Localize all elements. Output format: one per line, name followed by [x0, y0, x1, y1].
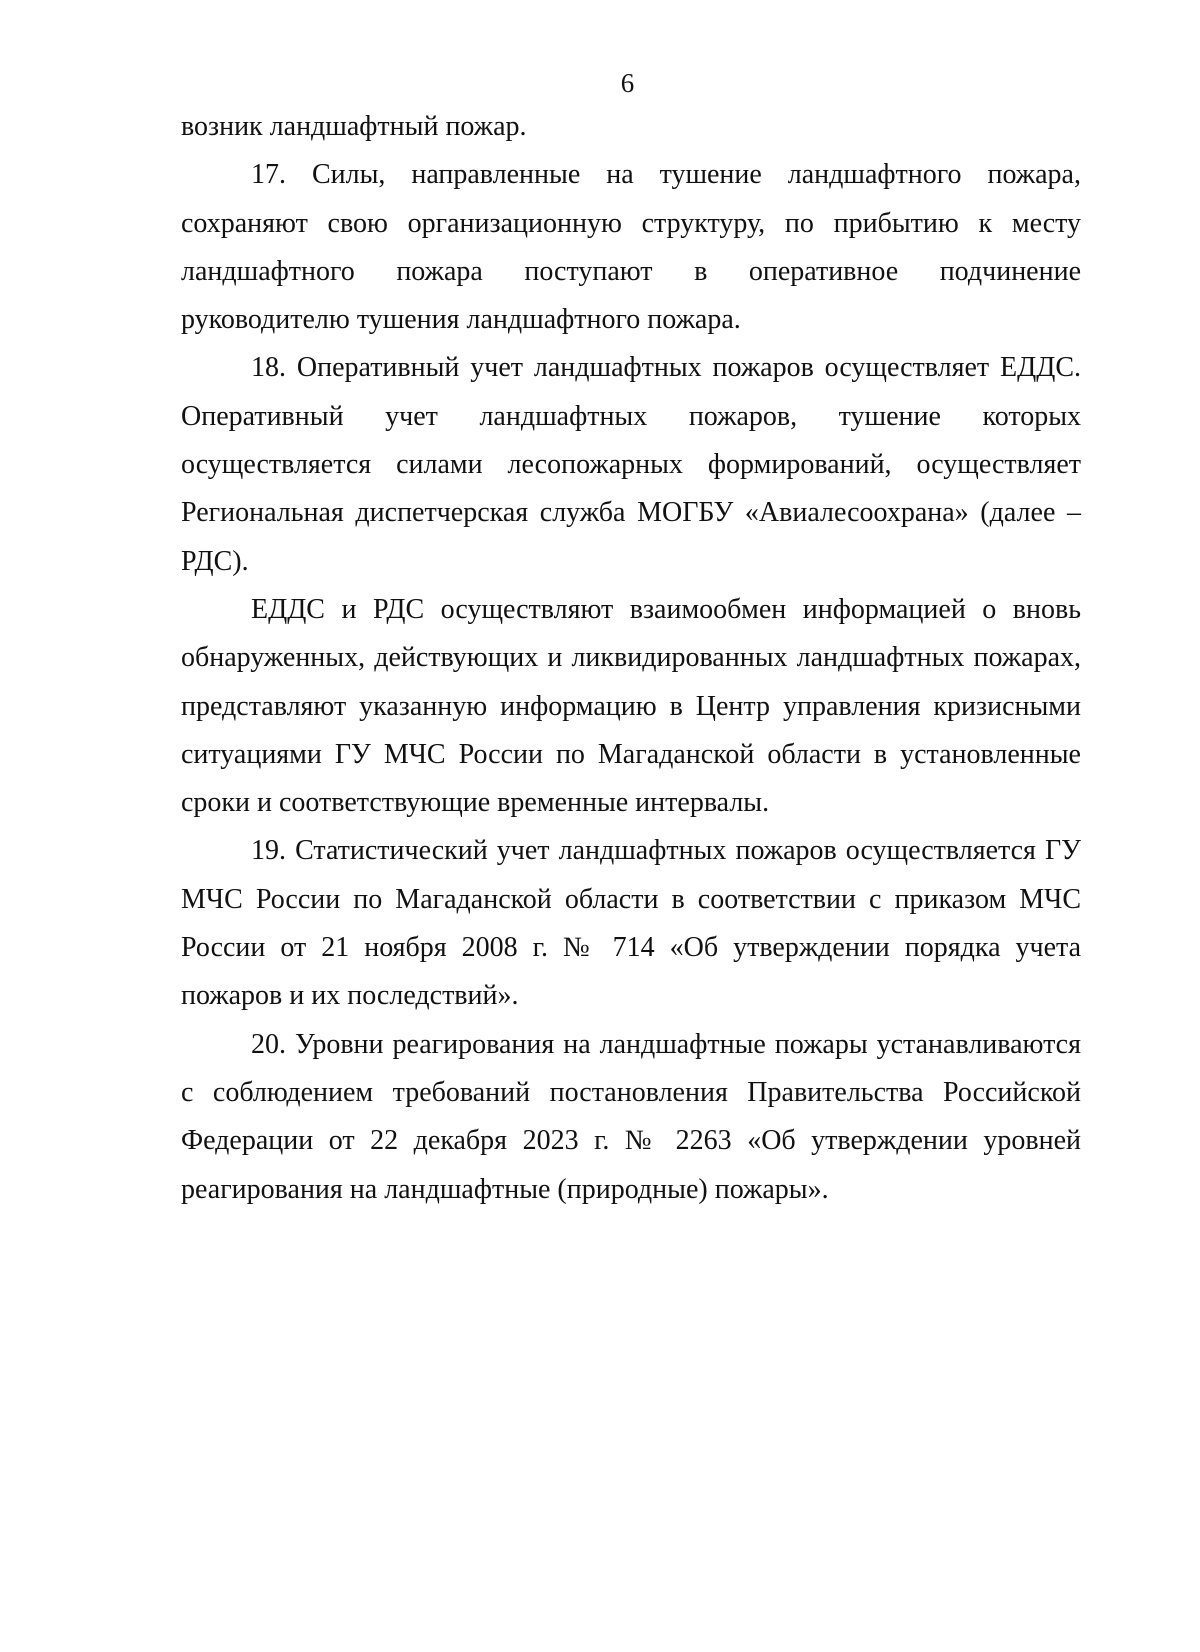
paragraph-19: 19. Статистический учет ландшафтных пожаров осуществляется ГУ МЧС России по Магаданской области в соответствии с приказом МЧС России от 21 ноября 2008 г. № 714 «Об утверждении порядка учета пожаров и их последствий».: [181, 835, 1081, 1012]
paragraph-17: 17. Силы, направленные на тушение ландшафтного пожара, сохраняют свою организационную структуру, по прибытию к месту ландшафтного пожара поступают в оперативное подчинение руководителю тушения ландшафтного пожара.: [181, 159, 1081, 336]
paragraph-20: 20. Уровни реагирования на ландшафтные пожары устанавливаются с соблюдением требований постановления Правительства Российской Федерации от 22 декабря 2023 г. № 2263 «Об утверждении уровней реагирования на ландшафтные (природные) пожары».: [181, 1028, 1081, 1205]
document-body: [181, 103, 1081, 1214]
page-number: 6: [620, 68, 635, 98]
paragraph-18-exchange: ЕДДС и РДС осуществляют взаимообмен информацией о вновь обнаруженных, действующих и ликвидированных ландшафтных пожарах, представляют указанную информацию в Центр управления кризисными ситуациями ГУ МЧС России по Магаданской области в установленные сроки и соответствующие временные интервалы.: [181, 593, 1081, 819]
paragraph-continuation: возник ландшафтный пожар.: [181, 111, 527, 142]
paragraph-18: 18. Оперативный учет ландшафтных пожаров осуществляет ЕДДС. Оперативный учет ландшафтных пожаров, тушение которых осуществляется силами лесопожарных формирований, осуществляет Региональная диспетчерская служба МОГБУ «Авиалесоохрана» (далее – РДС).: [181, 352, 1081, 577]
